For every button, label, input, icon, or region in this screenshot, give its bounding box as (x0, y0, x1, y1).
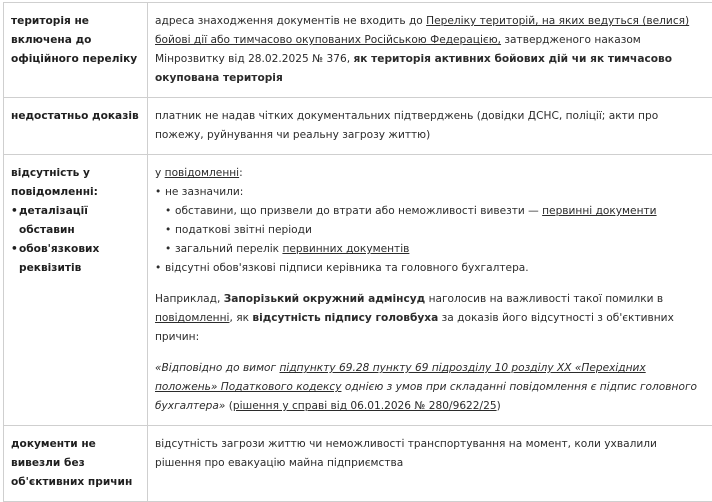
example-text: , як (229, 312, 252, 324)
reasons-table (3, 2, 712, 502)
notification-link[interactable]: повідомленні (155, 312, 229, 324)
row-key (4, 155, 148, 426)
value-bold: як територія активних бойових дій чи як тимчасово окупована територія (155, 53, 672, 84)
row-key: документи не вивезли без об'єктивних причин (4, 426, 148, 502)
row-value (148, 3, 712, 98)
row-value: відсутність загрози життю чи неможливості транспортування на момент, коли ухвалили рішення про евакуацію майна підприємства (148, 426, 712, 502)
table-row (4, 98, 712, 155)
primary-docs-link[interactable]: первинних документів (282, 243, 409, 255)
item-text: загальний перелік (175, 243, 282, 255)
intro-text: у (155, 167, 165, 179)
row-value (148, 155, 712, 426)
territories-list-link[interactable]: Переліку територій, на яких ведуться (велися) бойові дії або тимчасово окупованих Російською Федерацією, (155, 15, 689, 46)
sub-list (165, 202, 705, 259)
value-text: адреса знаходження документів не входить до (155, 15, 426, 27)
missing-list (155, 183, 705, 278)
list-item (165, 221, 705, 240)
example-text: за доказів його відсутності з об'єктивних причин: (155, 312, 674, 343)
row-value: платник не надав чітких документальних підтверджень (довідки ДСНС, поліції; акти про пожежу, руйнування чи реальну загрозу життю) (148, 98, 712, 155)
key-title: відсутність у повідомленні: (11, 167, 98, 198)
quote-paragraph (155, 359, 705, 416)
notification-link[interactable]: повідомленні (165, 167, 239, 179)
intro-text: : (239, 167, 243, 179)
item-text: обставини, що призвели до втрати або неможливості вивезти — (175, 205, 542, 217)
quote-text: однією з умов при складанні повідомлення є підпис головного бухгалтера» (155, 381, 697, 412)
court-decision-link[interactable]: рішення у справі від 06.01.2026 № 280/9622/25 (233, 400, 497, 412)
example-paragraph (155, 290, 705, 347)
list-item: • відсутні обов'язкові підписи керівника та головного бухгалтера. (155, 259, 705, 278)
example-text: наголосив на важливості такої помилки в (425, 293, 663, 305)
item-text: податкові звітні періоди (175, 224, 312, 236)
primary-docs-link[interactable]: первинні документи (542, 205, 656, 217)
tax-code-link[interactable]: підпункту 69.28 пункту 69 підрозділу 10 розділу XX «Перехідних положень» Податкового кодексу (155, 362, 646, 393)
quote-text: «Відповідно до вимог (155, 362, 279, 374)
list-item (165, 202, 705, 221)
row-key: територія не включена до офіційного переліку (4, 3, 148, 98)
list-item: • не зазначили: (155, 183, 705, 202)
table-row (4, 426, 712, 502)
citation-text: ) (497, 400, 501, 412)
key-item: • обов'язкових реквізитів (11, 240, 140, 278)
citation-text: ( (225, 400, 233, 412)
key-item: • деталізації обставин (11, 202, 140, 240)
table-row (4, 3, 712, 98)
court-name: Запорізький окружний адмінсуд (224, 293, 425, 305)
intro-line (155, 164, 705, 183)
table-row (4, 155, 712, 426)
list-item (165, 240, 705, 259)
value-text: затвердженого наказом Мінрозвитку від 28.02.2025 № 376, (155, 34, 641, 65)
sub-list-wrap (155, 202, 705, 259)
example-text: Наприклад, (155, 293, 224, 305)
example-bold: відсутність підпису головбуха (252, 312, 438, 324)
row-key: недостатньо доказів (4, 98, 148, 155)
